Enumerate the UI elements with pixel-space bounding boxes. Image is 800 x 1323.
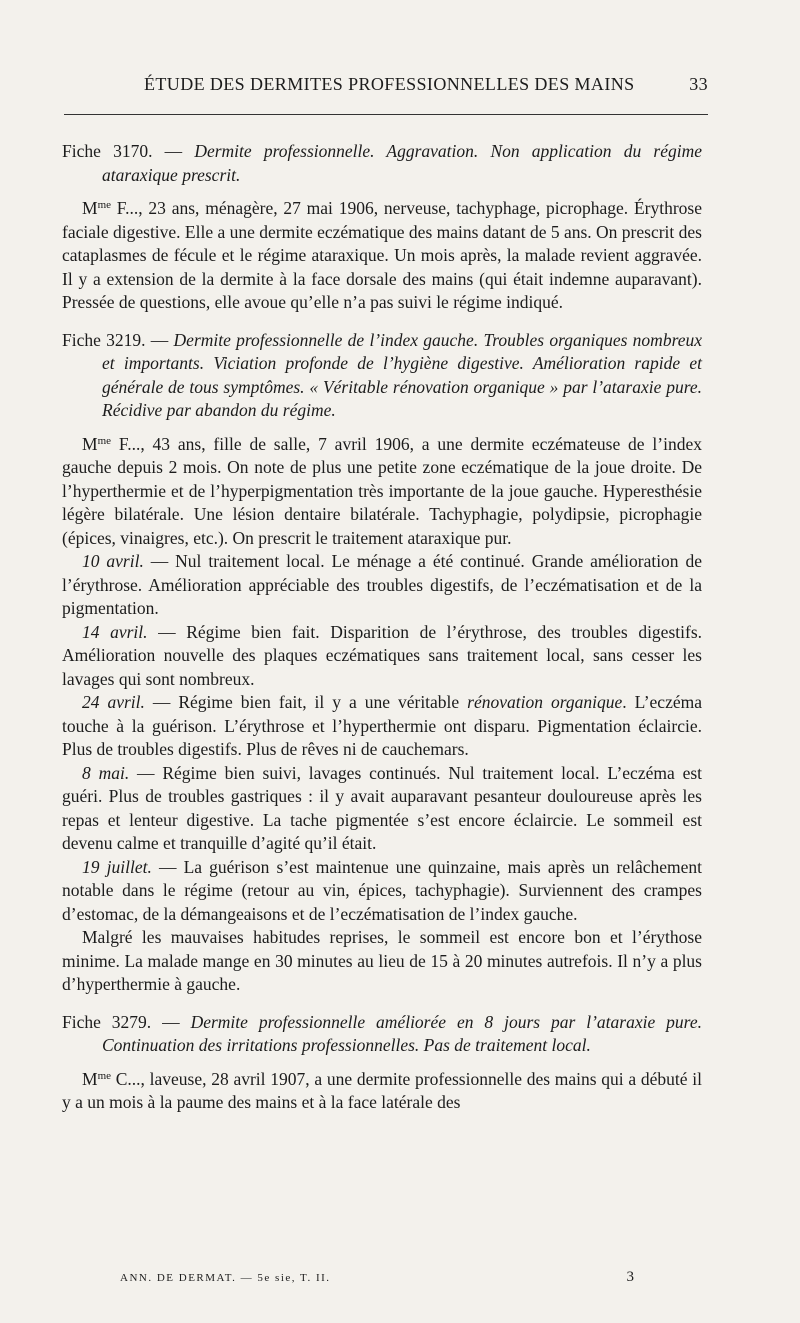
fiche-body-text: F..., 43 ans, fille de salle, 7 avril 1906, a une dermite eczémateuse de l’index gauche depuis 2 mois. On note de plus une petite zone eczématique de la joue droite. De l’hyperthermie et de l’hyperpigmentation très importante de la joue gauche. Hyperesthésie légère bilatérale. Une lésion dentaire bilatérale. Tachyphagie, polydipsie, picrophagie (épices, vinaigres, etc.). On prescrit le traitement ataraxique pur. [62, 433, 702, 548]
body-text [62, 140, 702, 1115]
entry-text: — Régime bien suivi, lavages continués. Nul traitement local. L’eczéma est guéri. Plus de troubles gastriques : il y avait auparavant pesanteur douloureuse après les repas et lenteur digestive. La tache pigmentée s’est encore éclaircie. Le sommeil est devenu calme et tranquille d’agité qu’il était. [62, 762, 703, 853]
spacer [62, 1058, 702, 1068]
entry-date: 14 avril. [82, 621, 148, 642]
entry-text-tail: . L’eczéma touche à la guérison. L’érythrose et l’hyperthermie ont disparu. Pigmentation éclaircie. Plus de troubles digestifs. Plus de rêves ni de cauchemars. [62, 692, 702, 759]
fiche-label: Fiche 3219. [62, 329, 146, 350]
fiche-heading-3279 [62, 1011, 702, 1058]
entry-emphasis: rénovation organique [467, 692, 623, 712]
entry-text: — Nul traitement local. Le ménage a été continué. Grande amélioration de l’érythrose. Amélioration appréciable des troubles digestifs, de l’eczématisation et de la pigmentation. [62, 551, 702, 618]
fiche-title: Dermite professionnelle améliorée en 8 jours par l’ataraxie pure. Continuation des irritations professionnelles. Pas de traitement local. [102, 1011, 702, 1055]
entry-text: — La guérison s’est maintenue une quinzaine, mais après un relâchement notable dans le régime (retour au vin, épices, tachyphagie). Surviennent des crampes d’estomac, de la démangeaisons et de l’eczématisation de l’index gauche. [62, 856, 702, 924]
spacer [62, 423, 702, 433]
journal-entry [62, 691, 702, 762]
patient-title-sup: me [97, 434, 112, 447]
fiche-body-text: C..., laveuse, 28 avril 1907, a une dermite professionnelle des mains qui a débuté il y a un mois à la paume des mains et à la face latérale des [62, 1068, 702, 1112]
fiche-body-text: F..., 23 ans, ménagère, 27 mai 1906, nerveuse, tachyphage, picrophage. Érythrose faciale digestive. Elle a une dermite eczématique des mains datant de 5 ans. On prescrit des cataplasmes de fécule et le régime ataraxique. Un mois après, la malade revient aggravée. Il y a extension de la dermite à la face dorsale des mains (qui était indemne auparavant). Pressée de questions, elle avoue qu’elle n’a pas suivi le régime indiqué. [62, 198, 702, 312]
page-number: 33 [689, 74, 708, 94]
entry-date: 8 mai. [82, 762, 130, 783]
running-title: ÉTUDE DES DERMITES PROFESSIONNELLES DES MAINS [144, 74, 635, 94]
journal-signature: ANN. DE DERMAT. — 5e sie, T. II. [120, 1272, 331, 1284]
patient-title: M [82, 198, 98, 218]
patient-title-sup: me [97, 199, 112, 211]
fiche-label: Fiche 3279. [62, 1011, 152, 1032]
journal-entry [62, 762, 702, 856]
entry-text: — Régime bien fait. Disparition de l’érythrose, des troubles digestifs. Amélioration nouvelle des plaques eczématiques sans traitement local, sans cesser les lavages qui sont nombreux. [62, 621, 703, 689]
fiche-title: Dermite professionnelle. Aggravation. Non application du régime ataraxique prescrit. [102, 141, 702, 185]
entry-text: — Régime bien fait, il y a une véritable [144, 692, 468, 712]
patient-title: M [82, 1068, 98, 1089]
closing-paragraph: Malgré les mauvaises habitudes reprises, le sommeil est encore bon et l’érythose minime. La malade mange en 30 minutes au lieu de 15 à 20 minutes autrefois. Il n’y a plus d’hyperthermie à gauche. [62, 927, 702, 994]
fiche-title: Dermite professionnelle de l’index gauche. Troubles organiques nombreux et importants. Viciation profonde de l’hygiène digestive. Amélioration rapide et générale de tous symptômes. « Véritable rénovation organique » par l’ataraxie pure. Récidive par abandon du régime. [102, 329, 703, 420]
patient-title-sup: me [97, 1069, 112, 1082]
fiche-dash: — [164, 141, 183, 161]
fiche-heading-3170 [62, 140, 702, 187]
fiche-dash: — [150, 329, 169, 350]
journal-entry [62, 856, 702, 927]
sheet-number: 3 [626, 1269, 634, 1285]
fiche-heading-3219 [62, 329, 702, 423]
fiche-body-3279 [62, 1068, 702, 1115]
entry-date: 24 avril. [82, 692, 145, 712]
patient-title: M [82, 433, 98, 454]
entry-date: 10 avril. [82, 551, 144, 571]
spacer [62, 187, 702, 197]
spacer [62, 997, 702, 1011]
fiche-label: Fiche 3170. [62, 141, 153, 161]
fiche-body-3219 [62, 433, 702, 551]
header-rule [64, 114, 708, 115]
journal-entry [62, 621, 702, 692]
journal-entry [62, 550, 702, 621]
entry-date: 19 juillet. [82, 856, 152, 877]
spacer [62, 315, 702, 329]
fiche-dash: — [162, 1011, 180, 1032]
fiche-body-3170 [62, 197, 702, 315]
